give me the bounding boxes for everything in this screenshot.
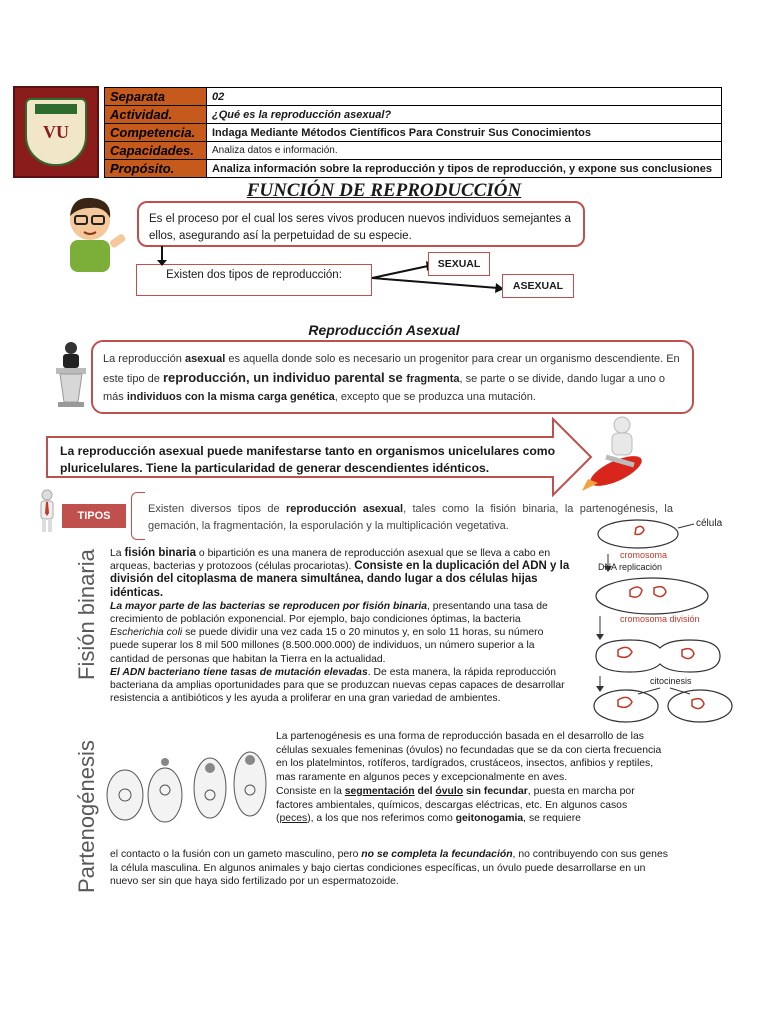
header-label: Propósito.	[105, 160, 207, 178]
header-label: Separata	[105, 88, 207, 106]
logo-text: VU	[43, 122, 69, 142]
reproduction-types-label: Existen dos tipos de reproducción:	[136, 264, 372, 296]
header-row-competencia	[105, 124, 722, 142]
fb-text-bold-italic: La mayor parte de las bacterias se reproducen por fisión binaria	[110, 600, 428, 612]
def-text: , se parte o se divide, dando lugar a uno o más	[103, 372, 666, 403]
pt-text-underline: peces	[279, 813, 308, 825]
header-row-capacidades	[105, 142, 722, 160]
dna-replicacion-label: DNA replicación	[598, 562, 663, 572]
pt-text: ), a los que nos referimos como	[307, 813, 456, 825]
fision-paragraph-1	[110, 547, 575, 600]
tipos-text: , tales como la fisión binaria, la partenogénesis, la gemación, la fragmentación, la esporulación y la multiplicación vegetativa.	[148, 503, 673, 532]
fision-paragraph-2	[110, 600, 575, 666]
sexual-type-box: SEXUAL	[428, 252, 490, 276]
header-label: Actividad.	[105, 106, 207, 124]
pt-text-bold: sin fecundar	[463, 785, 528, 797]
asexual-section-title: Reproducción Asexual	[308, 322, 460, 338]
def-text: es aquella donde solo es necesario un progenitor para crear un organismo descendiente. En este tipo de	[103, 353, 680, 385]
fb-text: se puede dividir una vez cada 15 o 20 minutos y, en solo 11 horas, su número puede superar los 8 mil 500 millones (8.500.000.000) de individuos, un número superior a la cantidad de personas que habitan la Tierra en la actualidad.	[110, 627, 544, 665]
pt-text: el contacto o la fusión con un gameto masculino, pero	[110, 849, 362, 860]
partenogenesis-paragraph-1: La partenogénesis es una forma de reproducción basada en el desarrollo de las células sexuales femeninas (óvulos) no fecundadas que se da con cierta frecuencia en los platelmintos, rotíferos, tardígrados, crustáceos, insectos, anfibios y reptiles, mas raramente en algunos peces y excepcionalmente en aves.	[276, 731, 662, 784]
pt-text-bold: del	[414, 785, 436, 797]
asexual-highlight-text: La reproducción asexual puede manifestarse tanto en organismos unicelulares como pluricelulares. Tiene la particularidad de generar descendientes idénticos.	[60, 444, 556, 475]
header-row-proposito	[105, 160, 722, 178]
binary-fission-diagram	[590, 516, 760, 726]
logo-band	[35, 104, 77, 114]
fb-text: La	[110, 548, 125, 559]
header-value: 02	[207, 88, 722, 106]
pt-text-bold: óvulo	[435, 785, 464, 797]
def-text: , excepto que se produzca una mutación.	[334, 391, 536, 403]
header-row-actividad	[105, 106, 722, 124]
cromosoma-label: cromosoma	[620, 550, 668, 560]
def-text: La reproducción	[103, 353, 185, 365]
fision-binaria-text	[110, 547, 575, 705]
header-value: ¿Qué es la reproducción asexual?	[207, 106, 722, 124]
pt-text-bold: geitonogamia	[455, 813, 524, 825]
partenogenesis-side-label: Partenogénesis	[74, 740, 99, 893]
tipos-text: Existen diversos tipos de	[148, 503, 287, 515]
pt-text: , no contribuyendo con sus genes la célula masculina. En algunos animales y bajo ciertas condiciones específicas, un óvulo puede desarrollarse en un nuevo ser sin que haya sido fertilizado por un espermatozoide.	[110, 849, 668, 888]
pt-text: , se requiere	[523, 813, 581, 825]
pt-text: , puesta en marcha por factores ambientales, químicos, descargas eléctricas, etc. En algunos casos (	[276, 785, 635, 825]
def-text-bold: asexual	[184, 353, 226, 365]
speaker-podium-icon	[52, 340, 90, 408]
def-text-bold: fragmenta	[406, 372, 460, 385]
fb-text: . De esta manera, la rápida reproducción bacteriana da amplias oportunidades para que se produzcan nuevas cepas capaces de desarrollar resistencia a antibióticos y les ayuda a proliferar en una gran variedad de ambientes.	[110, 666, 565, 705]
partenogenesis-text	[276, 730, 666, 826]
def-text-bold: individuos con la misma carga genética	[126, 391, 335, 403]
partenogenesis-paragraph-3	[110, 848, 670, 889]
shield-icon	[25, 98, 87, 166]
header-label: Capacidades.	[105, 142, 207, 160]
header-table	[104, 87, 722, 178]
def-text-bold: reproducción, un individuo parental se	[162, 369, 407, 385]
header-value: Analiza datos e información.	[207, 142, 722, 160]
fb-text-bold-italic: El ADN bacteriano tiene tasas de mutación elevadas	[110, 666, 368, 678]
tipos-label: TIPOS	[62, 504, 126, 528]
header-label: Competencia.	[105, 124, 207, 142]
header-row-separata	[105, 88, 722, 106]
tipos-bracket	[131, 492, 145, 540]
asexual-definition-box	[91, 340, 694, 414]
asexual-type-box: ASEXUAL	[502, 274, 574, 298]
fb-text-italic: Escherichia coli	[110, 627, 183, 639]
pt-text-bold-italic: no se completa la fecundación	[361, 849, 513, 860]
rocket-rider-icon	[582, 415, 654, 493]
cromosoma-division-label: cromosoma división	[620, 614, 700, 624]
fb-text-bold: fisión binaria	[124, 547, 197, 559]
celula-label: célula	[696, 518, 723, 529]
partenogenesis-paragraph-2	[276, 785, 666, 826]
fb-text: o bipartición es una manera de reproducción asexual que se lleva a cabo en arqueas, bacterias y protozoos (células procariotas).	[110, 548, 551, 573]
tipos-text-bold: reproducción asexual	[286, 503, 404, 515]
fision-paragraph-3	[110, 666, 575, 706]
pt-text: Consiste en la	[276, 785, 345, 797]
definition-speech-bubble: Es el proceso por el cual los seres vivos producen nuevos individuos semejantes a ellos, asegurando así la perpetuidad de su especie.	[137, 201, 585, 247]
header-value: Indaga Mediante Métodos Científicos Para Construir Sus Conocimientos	[207, 124, 722, 142]
citocinesis-label: citocinesis	[650, 676, 692, 686]
school-logo	[13, 86, 99, 178]
page-title: FUNCIÓN DE REPRODUCCIÓN	[246, 180, 522, 201]
pt-text-bold: segmentación	[344, 785, 415, 797]
fb-text-bold: Consiste en la duplicación del ADN y la división del citoplasma de manera simultánea, dando lugar a dos células hijas idénticas.	[110, 560, 570, 599]
fision-binaria-side-label: Fisión binaria	[74, 549, 99, 680]
parthenogenesis-egg-illustration	[100, 740, 270, 845]
fb-text: , presentando una tasa de crecimiento de población exponencial. Por ejemplo, bajo condiciones óptimas, la bacteria	[110, 600, 548, 626]
header-value: Analiza información sobre la reproducción y tipos de reproducción, y expone sus conclusiones	[207, 160, 722, 178]
boy-pointing-icon	[58, 192, 128, 272]
businessman-icon	[38, 489, 56, 533]
